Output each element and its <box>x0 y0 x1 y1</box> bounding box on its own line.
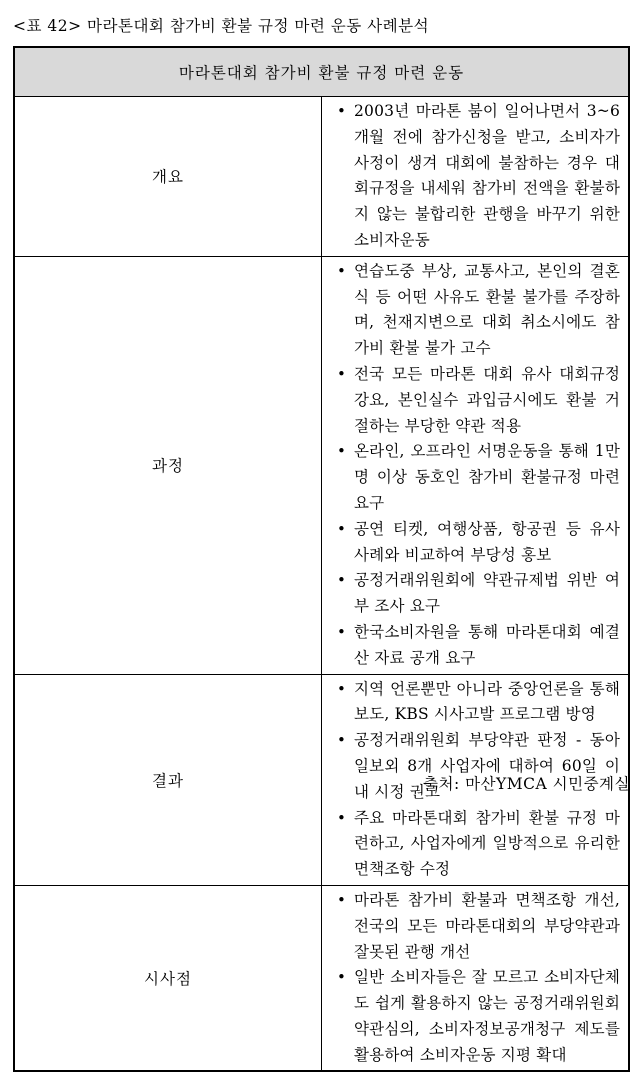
bullet-item: • 공연 티켓, 여행상품, 항공권 등 유사 사례와 비교하여 부당성 홍보 <box>354 517 620 569</box>
bullet-item: • 전국 모든 마라톤 대회 유사 대회규정 강요, 본인실수 과입금시에도 환불 거절하는 부당한 약관 적용 <box>354 362 620 439</box>
row-content-process <box>322 256 630 674</box>
bullet-item: • 지역 언론뿐만 아니라 중앙언론을 통해 보도, KBS 시사고발 프로그램 방영 <box>354 677 620 729</box>
row-label-result: 결과 <box>14 674 322 885</box>
table-row-process <box>14 256 629 674</box>
table-head <box>14 47 629 97</box>
bullet-item: • 2003년 마라톤 붐이 일어나면서 3~6개월 전에 참가신청을 받고, 소비자가 사정이 생겨 대회에 불참하는 경우 대회규정을 내세워 참가비 전액을 환불하지 않는 불합리한 관행을 바꾸기 위한 소비자운동 <box>354 99 620 254</box>
bullet-item: • 한국소비자원을 통해 마라톤대회 예결산 자료 공개 요구 <box>354 620 620 672</box>
table-caption: <표 42> 마라톤대회 참가비 환불 규정 마련 운동 사례분석 <box>13 17 430 35</box>
row-content-implication <box>322 885 630 1071</box>
bullet-item: • 공정거래위원회 부당약관 판정 - 동아일보외 8개 사업자에 대하여 60일 이내 시정 권고 <box>354 728 620 805</box>
bullet-list <box>326 99 620 254</box>
table-row-implication <box>14 885 629 1071</box>
row-label-overview: 개요 <box>14 97 322 257</box>
source-note: 출처: 마산YMCA 시민중계실 <box>423 775 630 793</box>
row-label-implication: 시사점 <box>14 885 322 1071</box>
bullet-item: • 주요 마라톤대회 참가비 환불 규정 마련하고, 사업자에게 일방적으로 유리한 면책조항 수정 <box>354 806 620 883</box>
header-row <box>14 47 629 97</box>
table-body <box>14 97 629 1072</box>
row-label-process: 과정 <box>14 256 322 674</box>
bullet-item: • 연습도중 부상, 교통사고, 본인의 결혼식 등 어떤 사유도 환불 불가를 주장하며, 천재지변으로 대회 취소시에도 참가비 환불 불가 고수 <box>354 259 620 362</box>
table-row-overview <box>14 97 629 257</box>
row-content-overview <box>322 97 630 257</box>
table-title: 마라톤대회 참가비 환불 규정 마련 운동 <box>14 47 629 97</box>
bullet-list <box>326 259 620 672</box>
bullet-item: • 마라톤 참가비 환불과 면책조항 개선, 전국의 모든 마라톤대회의 부당약관과 잘못된 관행 개선 <box>354 888 620 965</box>
bullet-list <box>326 888 620 1069</box>
case-analysis-table <box>13 46 630 1072</box>
bullet-item: • 온라인, 오프라인 서명운동을 통해 1만 명 이상 동호인 참가비 환불규정 마련 요구 <box>354 439 620 516</box>
bullet-item: • 일반 소비자들은 잘 모르고 소비자단체도 쉽게 활용하지 않는 공정거래위원회 약관심의, 소비자정보공개청구 제도를 활용하여 소비자운동 지평 확대 <box>354 965 620 1068</box>
bullet-item: • 공정거래위원회에 약관규제법 위반 여부 조사 요구 <box>354 568 620 620</box>
